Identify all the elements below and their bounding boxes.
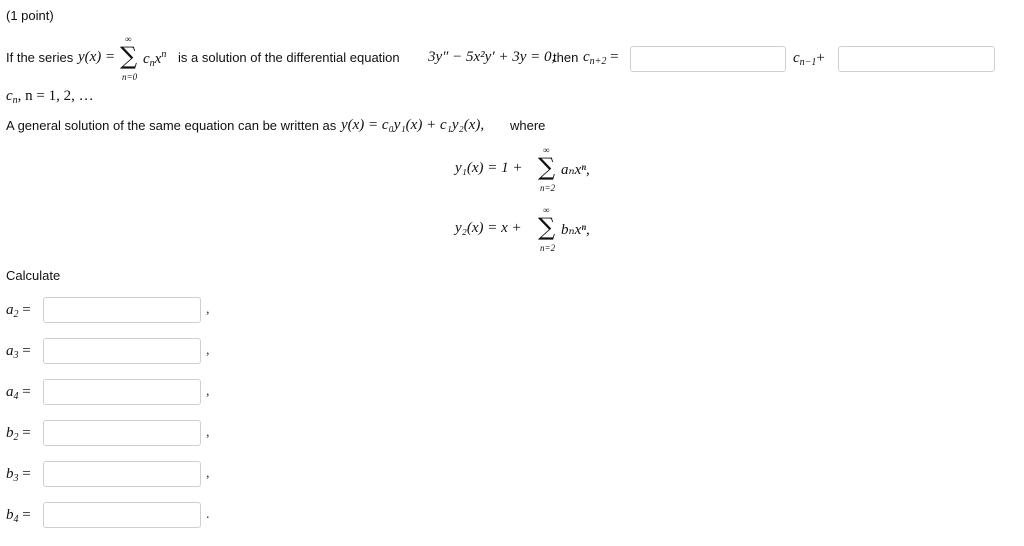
intro-text: If the series [6, 50, 74, 65]
y1-sigma: ∑ [538, 153, 556, 181]
y2-lhs: y₂(x) = x + [455, 220, 522, 236]
y1-upper-limit: ∞ [543, 145, 550, 155]
cn-range: $c_n$, n = 1, 2, … [6, 88, 94, 106]
a4-label: $a_4$ = [6, 384, 31, 402]
where-text: where [510, 118, 546, 133]
a2-label: $a_2$ = [6, 302, 31, 320]
points-label: (1 point) [6, 8, 54, 23]
sum-upper-limit: ∞ [125, 34, 132, 44]
series-term: $c_nx^n$ [143, 49, 167, 69]
y2-sigma: ∑ [538, 213, 556, 241]
b2-label: $b_2$ = [6, 425, 31, 443]
b4-input[interactable] [43, 502, 201, 528]
a4-punct: , [206, 384, 210, 399]
b4-punct: . [206, 507, 210, 522]
series-lhs: y(x) = [78, 49, 116, 65]
a3-input[interactable] [43, 338, 201, 364]
a4-input[interactable] [43, 379, 201, 405]
b3-punct: , [206, 466, 210, 481]
recurrence-coefficient-2-input[interactable] [838, 46, 995, 72]
y1-term: aₙxⁿ, [561, 162, 590, 178]
b2-punct: , [206, 425, 210, 440]
b4-label: $b_4$ = [6, 507, 31, 525]
y1-lower-limit: n=2 [540, 183, 556, 193]
y2-upper-limit: ∞ [543, 205, 550, 215]
sum-sigma: ∑ [120, 42, 138, 70]
y2-lower-limit: n=2 [540, 243, 556, 253]
general-solution-text: A general solution of the same equation can be written as [6, 118, 337, 133]
b3-input[interactable] [43, 461, 201, 487]
a3-label: $a_3$ = [6, 343, 31, 361]
b2-input[interactable] [43, 420, 201, 446]
sum-lower-limit: n=0 [122, 72, 138, 82]
a2-input[interactable] [43, 297, 201, 323]
a3-punct: , [206, 343, 210, 358]
calculate-label: Calculate [6, 268, 61, 283]
then-text: then [553, 50, 579, 65]
y1-lhs: y₁(x) = 1 + [455, 160, 523, 176]
cn2-label: $c_{n+2}$ = [583, 49, 619, 67]
general-solution-expr: y(x) = c₀y₁(x) + c₁y₂(x), [341, 117, 485, 133]
a2-punct: , [206, 302, 210, 317]
differential-equation: 3y″ − 5x²y′ + 3y = 0, [428, 49, 556, 65]
b3-label: $b_3$ = [6, 466, 31, 484]
mid-text: is a solution of the differential equation [178, 50, 400, 65]
y2-term: bₙxⁿ, [561, 222, 590, 238]
cn1-label: $c_{n-1}+$ [793, 50, 825, 68]
recurrence-coefficient-1-input[interactable] [630, 46, 786, 72]
